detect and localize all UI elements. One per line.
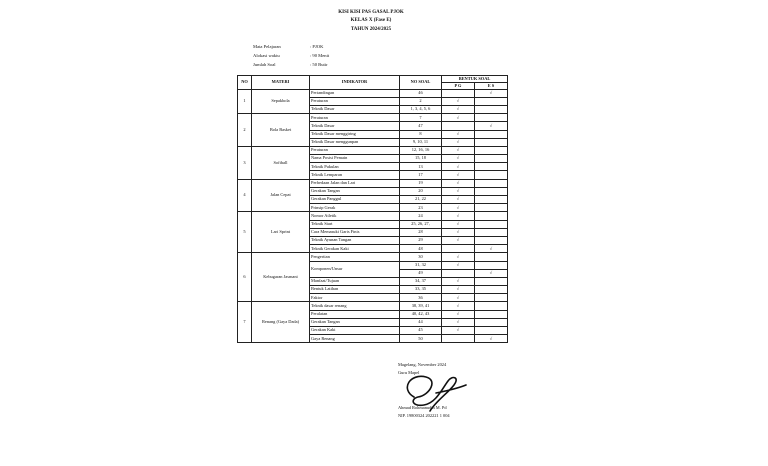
es-check-cell [475, 163, 508, 171]
es-check-cell [475, 236, 508, 244]
indikator-cell: Gaya Renang [310, 335, 400, 343]
indikator-cell: Prinsip Gerak [310, 204, 400, 212]
no-soal-cell: 38, 39, 41 [400, 302, 442, 310]
pg-check-cell [442, 122, 475, 130]
group-materi: Bola Basket [252, 114, 310, 147]
pg-check-cell [442, 269, 475, 277]
table-header [238, 76, 508, 90]
pg-check-cell: √ [442, 310, 475, 318]
group-number: 5 [238, 212, 252, 253]
es-check-cell [475, 228, 508, 236]
es-check-cell: √ [475, 122, 508, 130]
no-soal-cell: 31, 32 [400, 261, 442, 269]
signature-role: Guru Mapel [398, 370, 420, 375]
es-check-cell [475, 204, 508, 212]
col-header-bentuk-soal: BENTUK SOAL [442, 76, 508, 83]
pg-check-cell: √ [442, 236, 475, 244]
indikator-cell: Manfaat/Tujuan [310, 277, 400, 285]
indikator-cell: Teknik Gerakan Kaki [310, 245, 400, 253]
info-row-count [253, 62, 328, 67]
pg-check-cell: √ [442, 138, 475, 146]
es-check-cell [475, 179, 508, 187]
es-check-cell [475, 105, 508, 113]
no-soal-cell: 12, 16, 16 [400, 146, 442, 154]
indikator-cell: Teknik Dasar [310, 105, 400, 113]
pg-check-cell: √ [442, 220, 475, 228]
group-materi: Softball [252, 146, 310, 179]
group-number: 3 [238, 146, 252, 179]
indikator-cell: Peraturan [310, 146, 400, 154]
pg-check-cell: √ [442, 318, 475, 326]
no-soal-cell: 48 [400, 245, 442, 253]
table-row [238, 302, 508, 310]
table-row [238, 146, 508, 154]
es-check-cell [475, 327, 508, 335]
doc-title: KISI KISI PAS GASAL PJOK [338, 10, 404, 15]
indikator-cell: Komponen/Unsur [310, 261, 400, 277]
pg-check-cell: √ [442, 171, 475, 179]
no-soal-cell: 7 [400, 114, 442, 122]
no-soal-cell: 40, 42, 43 [400, 310, 442, 318]
pg-check-cell: √ [442, 302, 475, 310]
pg-check-cell: √ [442, 163, 475, 171]
es-check-cell [475, 220, 508, 228]
pg-check-cell: √ [442, 253, 475, 261]
indikator-cell: Cara Memasuki Garis Finis [310, 228, 400, 236]
group-materi: Jalan Cepat [252, 179, 310, 212]
no-soal-cell: 29 [400, 236, 442, 244]
no-soal-cell: 33, 35 [400, 286, 442, 294]
es-check-cell [475, 294, 508, 302]
es-check-cell [475, 286, 508, 294]
info-value: : 50 Butir [310, 62, 328, 67]
indikator-cell: Teknik Lemparan [310, 171, 400, 179]
es-check-cell [475, 261, 508, 269]
pg-check-cell: √ [442, 327, 475, 335]
indikator-cell: Pertandingan [310, 89, 400, 97]
no-soal-cell: 19 [400, 179, 442, 187]
indikator-cell: Gerakan Tangan [310, 187, 400, 195]
col-header-es: E S [475, 83, 508, 90]
es-check-cell [475, 310, 508, 318]
doc-year: TAHUN 2024/2025 [350, 27, 392, 32]
info-label: Alokasi waktu [253, 53, 280, 58]
indikator-cell: Teknik Dasar menggunpan [310, 138, 400, 146]
indikator-cell: Gerakan Tangan [310, 318, 400, 326]
es-check-cell [475, 114, 508, 122]
es-check-cell: √ [475, 335, 508, 343]
info-value: : PJOK [310, 44, 324, 49]
es-check-cell [475, 146, 508, 154]
pg-check-cell [442, 245, 475, 253]
no-soal-cell: 36 [400, 294, 442, 302]
es-check-cell [475, 277, 508, 285]
pg-check-cell: √ [442, 277, 475, 285]
no-soal-cell: 46 [400, 89, 442, 97]
no-soal-cell: 20 [400, 187, 442, 195]
pg-check-cell: √ [442, 212, 475, 220]
info-row-subject [253, 44, 323, 49]
pg-check-cell: √ [442, 114, 475, 122]
es-check-cell [475, 187, 508, 195]
table-body [238, 89, 508, 343]
pg-check-cell: √ [442, 196, 475, 204]
group-number: 1 [238, 89, 252, 114]
group-materi: Kebugaran Jasmani [252, 253, 310, 302]
no-soal-cell: 50 [400, 335, 442, 343]
pg-check-cell: √ [442, 179, 475, 187]
indikator-cell: Teknik Pukulan [310, 163, 400, 171]
pg-check-cell: √ [442, 187, 475, 195]
group-number: 6 [238, 253, 252, 302]
no-soal-cell: 21, 22 [400, 196, 442, 204]
table-row [238, 114, 508, 122]
es-check-cell [475, 155, 508, 163]
es-check-cell [475, 318, 508, 326]
pg-check-cell [442, 89, 475, 97]
table-row [238, 179, 508, 187]
group-materi: Lari Sprint [252, 212, 310, 253]
col-header-no: NO [238, 76, 252, 90]
es-check-cell [475, 97, 508, 105]
info-label: Mata Pelajaran [253, 44, 281, 49]
es-check-cell [475, 302, 508, 310]
indikator-cell: Teknik dasar renang [310, 302, 400, 310]
pg-check-cell: √ [442, 294, 475, 302]
indikator-cell: Peraturan [310, 114, 400, 122]
no-soal-cell: 45 [400, 327, 442, 335]
table-row [238, 89, 508, 97]
pg-check-cell: √ [442, 146, 475, 154]
indikator-cell: Peralatan [310, 310, 400, 318]
kisi-kisi-table [237, 75, 508, 343]
indikator-cell: Gerakan Kaki [310, 327, 400, 335]
col-header-indikator: INDIKATOR [310, 76, 400, 90]
group-materi: Renang (Gaya Dada) [252, 302, 310, 343]
group-number: 4 [238, 179, 252, 212]
indikator-cell: Faktor [310, 294, 400, 302]
group-materi: Sepakbola [252, 89, 310, 114]
info-label: Jumlah Soal [253, 62, 276, 67]
no-soal-cell: 9, 10, 11 [400, 138, 442, 146]
pg-check-cell: √ [442, 97, 475, 105]
pg-check-cell [442, 335, 475, 343]
no-soal-cell: 23 [400, 204, 442, 212]
group-number: 2 [238, 114, 252, 147]
indikator-cell: Nama Posisi Pemain [310, 155, 400, 163]
indikator-cell: Teknik Ayunan Tangan [310, 236, 400, 244]
info-row-time [253, 53, 329, 58]
pg-check-cell: √ [442, 130, 475, 138]
table-row [238, 253, 508, 261]
pg-check-cell: √ [442, 228, 475, 236]
signature-name: Ahmad Rohmanudin M. Pd [398, 405, 447, 410]
no-soal-cell: 34, 37 [400, 277, 442, 285]
doc-class: KELAS X (Fase E) [350, 18, 392, 23]
no-soal-cell: 15, 18 [400, 155, 442, 163]
indikator-cell: Teknik Dasar menggiring [310, 130, 400, 138]
col-header-materi: MATERI [252, 76, 310, 90]
no-soal-cell: 25, 26, 27, [400, 220, 442, 228]
es-check-cell: √ [475, 245, 508, 253]
col-header-no-soal: NO SOAL [400, 76, 442, 90]
col-header-pg: P G [442, 83, 475, 90]
signature-nip: NIP. 19800324 202221 1 004 [398, 413, 450, 418]
pg-check-cell: √ [442, 261, 475, 269]
no-soal-cell: 49 [400, 269, 442, 277]
es-check-cell [475, 130, 508, 138]
es-check-cell [475, 253, 508, 261]
table-row [238, 212, 508, 220]
group-number: 7 [238, 302, 252, 343]
no-soal-cell: 17 [400, 171, 442, 179]
indikator-cell: Pengertian [310, 253, 400, 261]
pg-check-cell: √ [442, 105, 475, 113]
es-check-cell: √ [475, 269, 508, 277]
indikator-cell: Nomor Atletik [310, 212, 400, 220]
indikator-cell: Teknik Start [310, 220, 400, 228]
no-soal-cell: 2 [400, 97, 442, 105]
signature-place-date: Magelang, November 2024 [398, 362, 447, 367]
no-soal-cell: 1, 3, 4, 5, 6 [400, 105, 442, 113]
no-soal-cell: 44 [400, 318, 442, 326]
no-soal-cell: 24 [400, 212, 442, 220]
es-check-cell [475, 171, 508, 179]
indikator-cell: Gerakan Panggul [310, 196, 400, 204]
es-check-cell [475, 212, 508, 220]
indikator-cell: Bentuk Latihan [310, 286, 400, 294]
no-soal-cell: 13 [400, 163, 442, 171]
es-check-cell: √ [475, 89, 508, 97]
es-check-cell [475, 196, 508, 204]
indikator-cell: Peraturan [310, 97, 400, 105]
pg-check-cell: √ [442, 155, 475, 163]
indikator-cell: Teknik Dasar [310, 122, 400, 130]
info-value: : 90 Menit [310, 53, 330, 58]
no-soal-cell: 47 [400, 122, 442, 130]
no-soal-cell: 30 [400, 253, 442, 261]
indikator-cell: Perbedaan Jalan dan Lari [310, 179, 400, 187]
pg-check-cell: √ [442, 286, 475, 294]
es-check-cell [475, 138, 508, 146]
no-soal-cell: 8 [400, 130, 442, 138]
no-soal-cell: 28 [400, 228, 442, 236]
pg-check-cell: √ [442, 204, 475, 212]
